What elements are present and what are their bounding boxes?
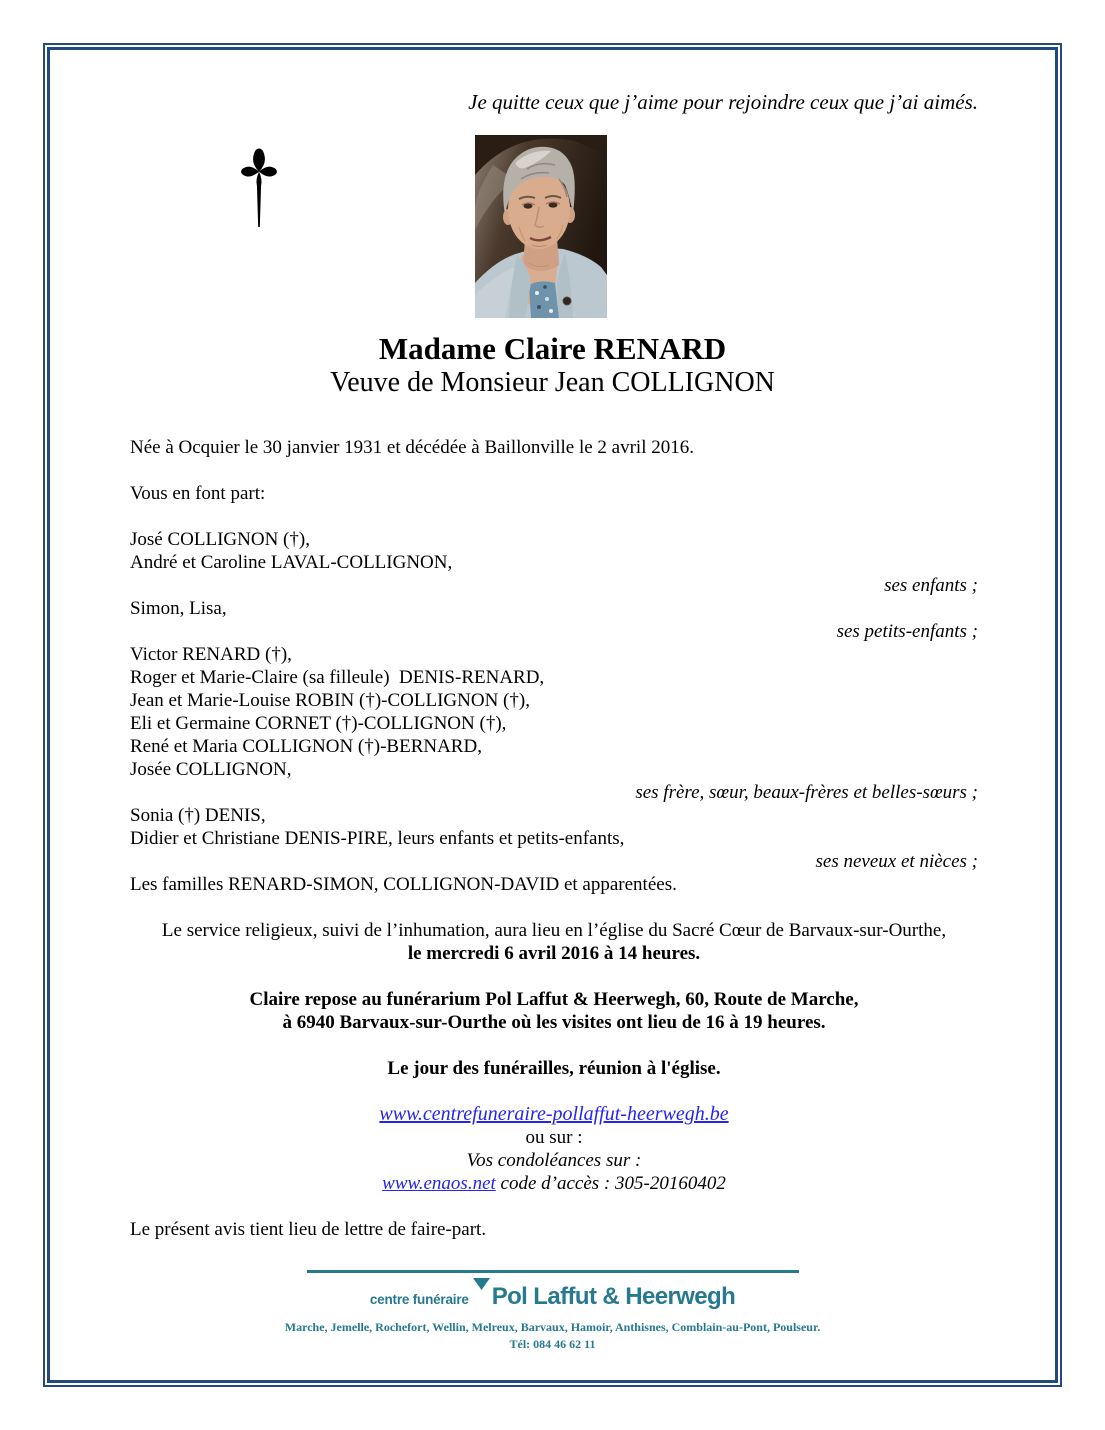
funeral-home-link-row [130, 1103, 978, 1126]
epitaph-quote: Je quitte ceux que j’aime pour rejoindre ceux que j’ai aimés. [468, 90, 978, 114]
epitaph-quote-row [130, 90, 978, 115]
brand-name: Pol Laffut & Heerwegh [491, 1283, 736, 1310]
service-line-2: le mercredi 6 avril 2016 à 14 heures. [407, 943, 701, 964]
access-code-text: code d’accès : 305-20160402 [495, 1173, 726, 1194]
family-member-line: Jean et Marie-Louise ROBIN (†)-COLLIGNON (†), [130, 690, 530, 711]
birth-death-line: Née à Ocquier le 30 janvier 1931 et décédée à Baillonville le 2 avril 2016. [130, 437, 694, 458]
closing-line: Le présent avis tient lieu de lettre de faire-part. [130, 1219, 487, 1240]
portrait-photo [475, 135, 607, 318]
reunion-line: Le jour des funérailles, réunion à l'église. [387, 1058, 721, 1079]
brand-row [0, 1283, 1105, 1313]
funeral-home-website-link[interactable]: www.centrefuneraire-pollaffut-heerwegh.be [379, 1103, 729, 1125]
family-member-line: Josée COLLIGNON, [130, 759, 292, 780]
family-member-line: José COLLIGNON (†), [130, 529, 310, 550]
family-member-line: Didier et Christiane DENIS-PIRE, leurs enfants et petits-enfants, [130, 828, 625, 849]
brand-prefix: centre funéraire [369, 1292, 469, 1307]
brand-towns: Marche, Jemelle, Rochefort, Wellin, Melreux, Barvaux, Hamoir, Anthisnes, Comblain-au-Pont, Poulseur. [284, 1320, 821, 1334]
enaos-link[interactable]: www.enaos.net [382, 1173, 496, 1194]
or-line: ou sur : [525, 1127, 583, 1148]
service-line-1: Le service religieux, suivi de l’inhumation, aura lieu en l’église du Sacré Cœur de Barvaux-sur-Ourthe, [161, 920, 947, 941]
relation-label-siblings: ses frère, sœur, beaux-frères et belles-sœurs ; [635, 782, 978, 803]
brand-triangle-icon [473, 1277, 490, 1295]
footer-divider [307, 1270, 799, 1273]
deceased-name: Madame Claire RENARD [378, 331, 727, 366]
families-line: Les familles RENARD-SIMON, COLLIGNON-DAVID et apparentées. [130, 874, 677, 895]
funeral-home-footer [0, 1270, 1105, 1352]
memorial-cross-icon [240, 147, 278, 234]
relation-label-nephews: ses neveux et nièces ; [815, 851, 978, 872]
relation-label-grandchildren: ses petits-enfants ; [836, 621, 978, 642]
family-member-line: Simon, Lisa, [130, 598, 227, 619]
family-member-line: Victor RENARD (†), [130, 644, 292, 665]
repose-line-2: à 6940 Barvaux-sur-Ourthe où les visites ont lieu de 16 à 19 heures. [282, 1012, 826, 1033]
widow-line: Veuve de Monsieur Jean COLLIGNON [330, 367, 775, 398]
relation-label-children: ses enfants ; [884, 575, 978, 596]
family-member-line: André et Caroline LAVAL-COLLIGNON, [130, 552, 453, 573]
family-member-line: Sonia (†) DENIS, [130, 805, 266, 826]
enaos-row [130, 1172, 978, 1195]
repose-line-1: Claire repose au funérarium Pol Laffut & Heerwegh, 60, Route de Marche, [249, 989, 859, 1010]
announcement-line: Vous en font part: [130, 483, 266, 504]
family-member-line: Roger et Marie-Claire (sa filleule) DENIS-RENARD, [130, 667, 545, 688]
family-member-line: Eli et Germaine CORNET (†)-COLLIGNON (†), [130, 713, 507, 734]
condolences-line: Vos condoléances sur : [466, 1150, 642, 1171]
brand-phone: Tél: 084 46 62 11 [509, 1337, 596, 1351]
announcement-body [130, 436, 978, 1241]
family-member-line: René et Maria COLLIGNON (†)-BERNARD, [130, 736, 482, 757]
